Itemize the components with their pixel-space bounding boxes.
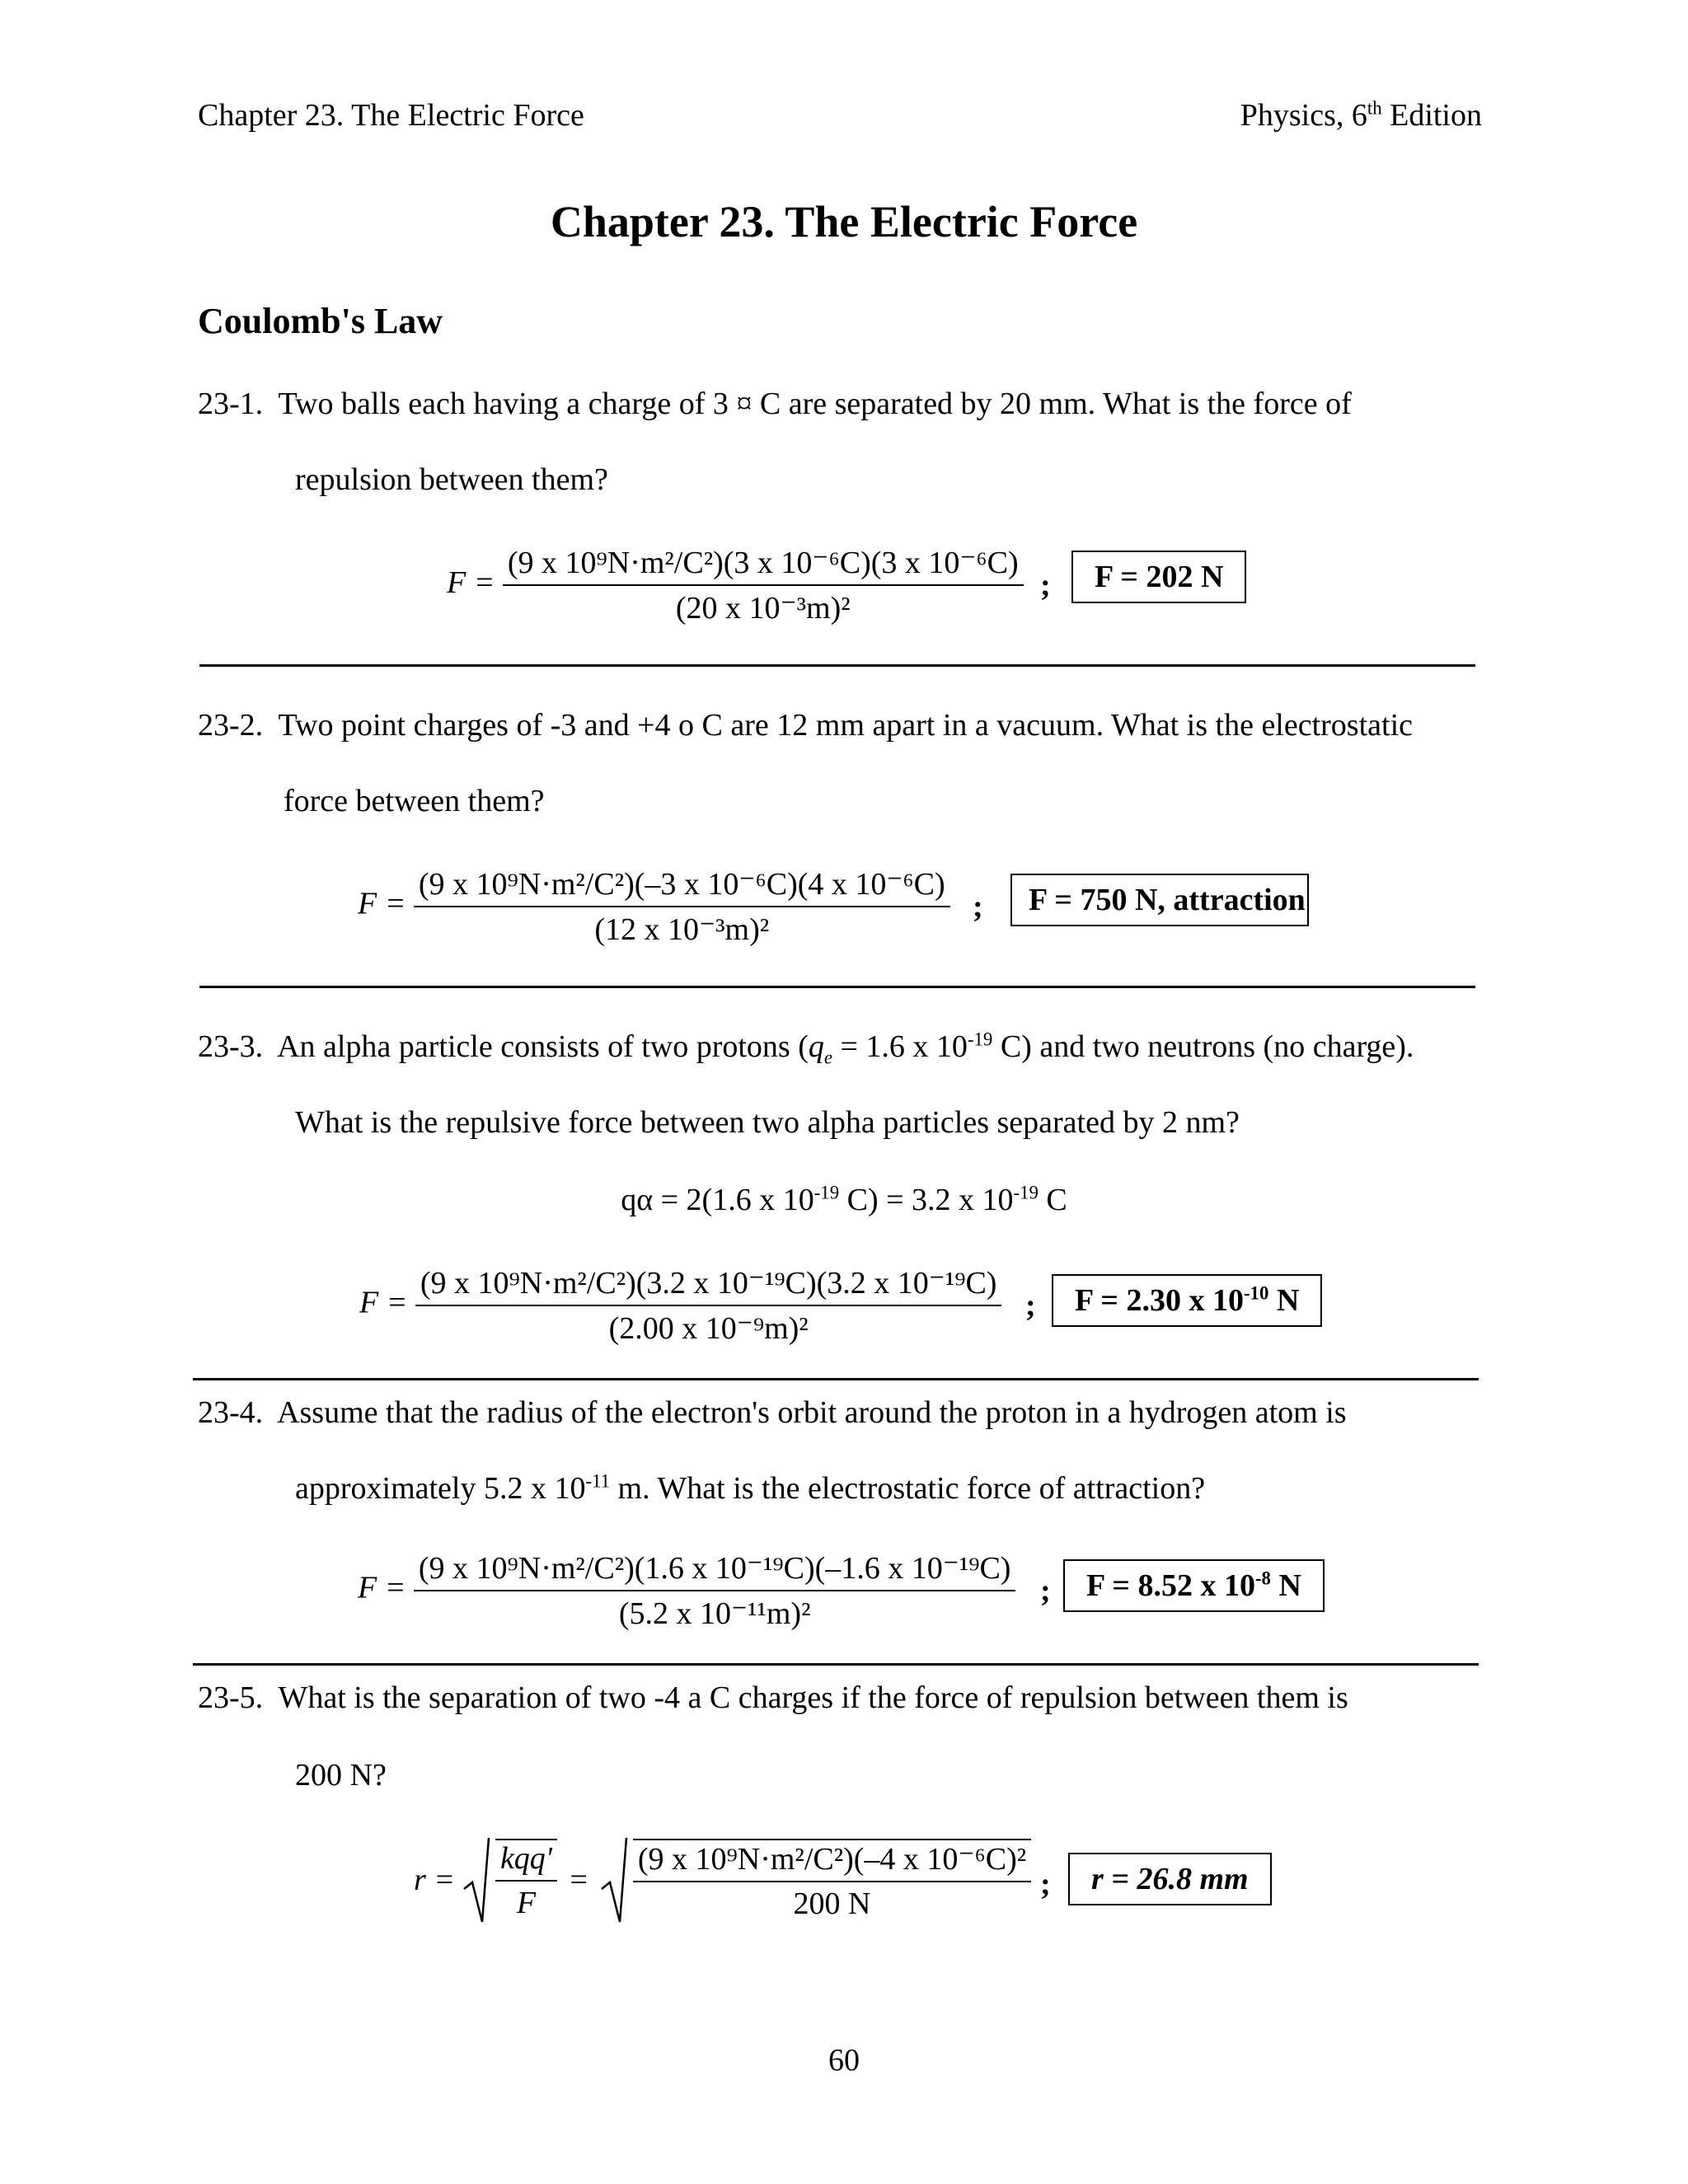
answer-box-23-1: F = 202 N [1071, 551, 1246, 603]
radical-icon [600, 1835, 628, 1925]
problem-23-3-line1: 23-3. An alpha particle consists of two protons ($q_e = 1.6$ x $10^{-19}$ C) and two neutrons (no charge). [198, 1029, 1414, 1068]
divider [199, 986, 1475, 988]
semicolon: ; [973, 889, 983, 924]
semicolon: ; [1040, 1867, 1051, 1901]
problem-23-4-line2: approximately 5.2 x $10^{-11}$ m. What is the electrostatic force of attraction? [295, 1470, 1206, 1506]
semicolon: ; [1040, 568, 1051, 602]
equation-23-5: r = $\frac{\text{kqq'}}{F}$ = $\frac{\text{(9 x 10⁹N·m²/C²)(–4 x 10⁻⁶C)²}}{200 N}$ [414, 1835, 1031, 1925]
sqrt-symbol: $\frac{\text{(9 x 10⁹N·m²/C²)(–4 x 10⁻⁶C)²}}{200 N}$ [600, 1835, 1031, 1925]
answer-box-23-4: F = 8.52 x $10^{-8}$ N [1063, 1559, 1325, 1612]
equation-23-3: F = $\frac{\text{(9 x 10⁹N·m²/C²)(3.2 x 10⁻¹⁹C)(3.2 x 10⁻¹⁹C)}}{\text{(2.00 x 10⁻⁹m)²}}$ [359, 1264, 1001, 1347]
problem-23-3-line2: What is the repulsive force between two alpha particles separated by 2 nm? [295, 1105, 1240, 1140]
alpha-charge-equation: qα = 2(1.6 x $10^{-19}$ C) = 3.2 x $10^{-19}$ C [621, 1182, 1067, 1217]
problem-23-5-line1: 23-5. What is the separation of two -4 a C charges if the force of repulsion between them is [198, 1680, 1348, 1715]
divider [193, 1378, 1479, 1380]
running-header-right: Physics, 6th Edition [1240, 97, 1482, 133]
divider [193, 1663, 1479, 1666]
answer-box-23-5: r = 26.8 mm [1068, 1853, 1272, 1905]
page-number: 60 [828, 2043, 860, 2078]
sqrt-symbol: $\frac{\text{kqq'}}{F}$ [462, 1835, 557, 1925]
section-heading: Coulomb's Law [198, 301, 443, 341]
equation-23-2: F = $\frac{\text{(9 x 10⁹N·m²/C²)(–3 x 10⁻⁶C)(4 x 10⁻⁶C)}}{\text{(12 x 10⁻³m)²}}$ [358, 865, 950, 948]
problem-23-1-line1: 23-1. Two balls each having a charge of 3 ¤ C are separated by 20 mm. What is the force of [198, 387, 1352, 421]
problem-23-1-line2: repulsion between them? [295, 462, 608, 497]
problem-23-4-line1: 23-4. Assume that the radius of the electron's orbit around the proton in a hydrogen atom is [198, 1395, 1347, 1430]
problem-23-5-line2: 200 N? [295, 1758, 387, 1793]
equation-23-1: F = $\frac{\text{(9 x 10⁹N·m²/C²)(3 x 10⁻⁶C)(3 x 10⁻⁶C)}}{\text{(20 x 10⁻³m)²}}$ [447, 544, 1024, 626]
problem-23-2-line1: 23-2. Two point charges of -3 and +4 o C are 12 mm apart in a vacuum. What is the electrostatic [198, 708, 1414, 743]
radical-icon [462, 1835, 490, 1925]
problem-23-2-line2: force between them? [284, 784, 545, 818]
semicolon: ; [1025, 1288, 1036, 1323]
equation-23-4: F = $\frac{\text{(9 x 10⁹N·m²/C²)(1.6 x 10⁻¹⁹C)(–1.6 x 10⁻¹⁹C)}}{\text{(5.2 x 10⁻¹¹m)²}}$ [358, 1549, 1015, 1632]
running-header-left: Chapter 23. The Electric Force [198, 98, 584, 133]
divider [199, 664, 1475, 667]
answer-box-23-2: F = 750 N, attraction [1010, 874, 1309, 926]
semicolon: ; [1040, 1573, 1051, 1608]
answer-box-23-3: F = 2.30 x $10^{-10}$ N [1052, 1274, 1322, 1327]
chapter-title: Chapter 23. The Electric Force [550, 197, 1138, 246]
